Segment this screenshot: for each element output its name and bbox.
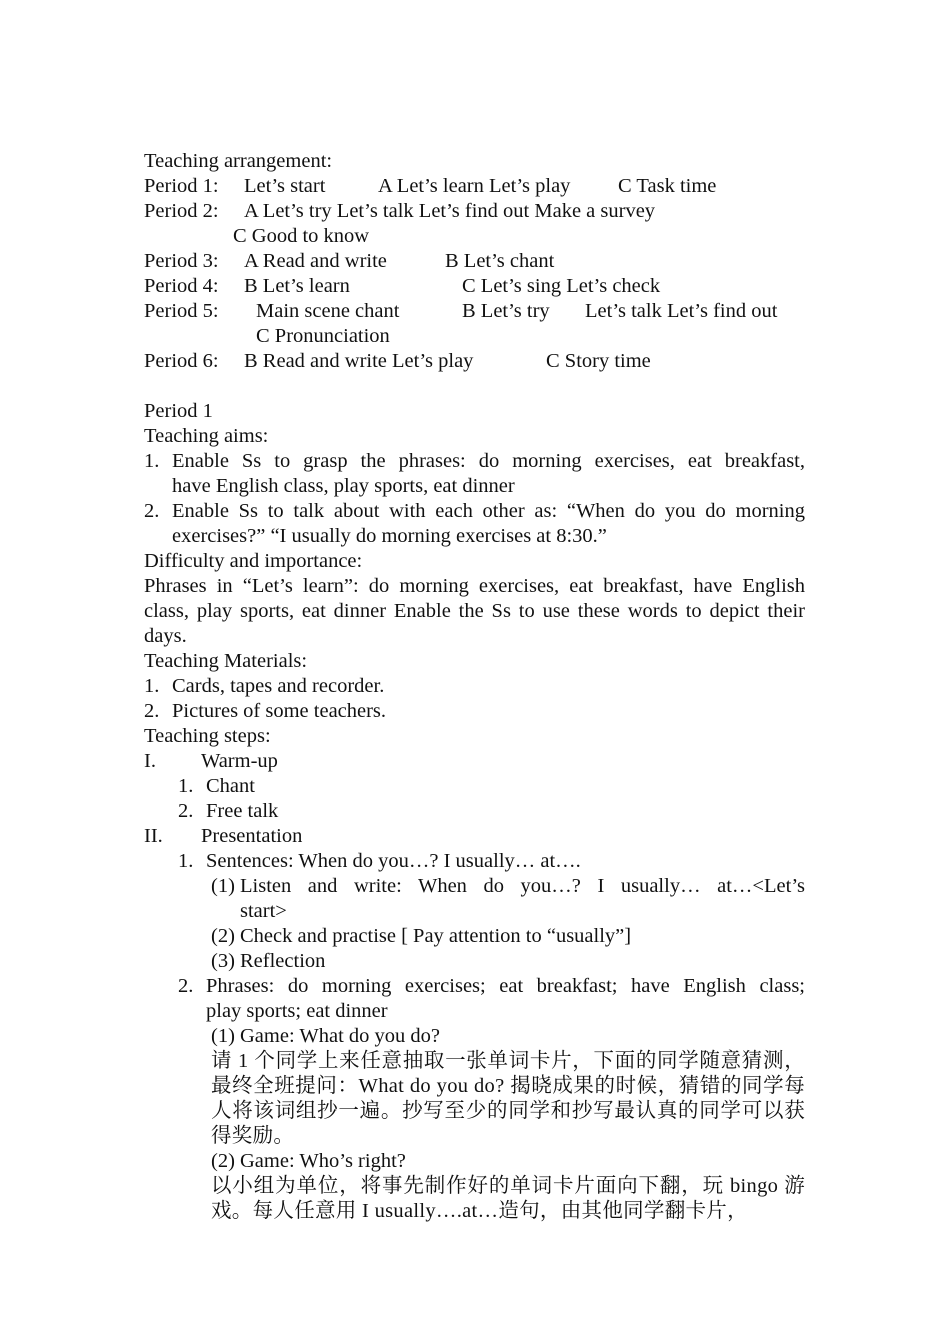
sub-item-1-number: (1) xyxy=(211,875,235,897)
warmup-item-2-text: Free talk xyxy=(206,800,279,822)
warmup-item-1-text: Chant xyxy=(206,775,255,797)
period-4-label: Period 4: xyxy=(144,275,219,297)
aim-1-line-2: have English class, play sports, eat dinner xyxy=(172,475,515,497)
material-2-text: Pictures of some teachers. xyxy=(172,700,387,722)
period-3-item-b: B Let’s chant xyxy=(445,250,555,272)
sub-item-1-line-1: Listen and write: When do you…? I usually… at…<Let’s xyxy=(240,875,805,897)
period-4-item-b: C Let’s sing Let’s check xyxy=(462,275,661,297)
sub-item-2-number: (2) xyxy=(211,925,235,947)
game-1-description: 请 1 个同学上来任意抽取一张单词卡片，下面的同学随意猜测，最终全班提问：What do you do? 揭晓成果的时候，猜错的同学每人将该词组抄一遍。抄写至少的同学和抄写最认真的同学可以获得奖励。 xyxy=(211,1050,805,1147)
period-5-item-b: B Let’s try xyxy=(462,300,550,322)
presentation-item-2-line-1: Phrases: do morning exercises; eat breakfast; have English class; xyxy=(206,975,805,997)
aim-1-line-1: Enable Ss to grasp the phrases: do morning exercises, eat breakfast, xyxy=(172,450,805,472)
sub-item-1-line-2: start> xyxy=(240,900,287,922)
aim-2-line-1: Enable Ss to talk about with each other as: “When do you do morning xyxy=(172,500,805,522)
material-2-number: 2. xyxy=(144,700,160,722)
difficulty-text: Phrases in “Let’s learn”: do morning exercises, eat breakfast, have English class, play sports, eat dinner Enable the Ss to use these words to depict their days. xyxy=(144,575,805,647)
period-2-label: Period 2: xyxy=(144,200,219,222)
arrangement-title: Teaching arrangement: xyxy=(144,150,333,172)
materials-title: Teaching Materials: xyxy=(144,650,308,672)
aim-1-number: 1. xyxy=(144,450,160,472)
sub-item-3-text: Reflection xyxy=(240,950,326,972)
step-1-number: I. xyxy=(144,750,156,772)
period-5-label: Period 5: xyxy=(144,300,219,322)
game-1-title: Game: What do you do? xyxy=(240,1025,441,1047)
period-5-item-d: C Pronunciation xyxy=(256,325,390,347)
period-4-item-a: B Let’s learn xyxy=(244,275,350,297)
presentation-item-2-line-2: play sports; eat dinner xyxy=(206,1000,388,1022)
steps-title: Teaching steps: xyxy=(144,725,271,747)
sub-item-2-text: Check and practise [ Pay attention to “usually”] xyxy=(240,925,632,947)
step-2-number: II. xyxy=(144,825,163,847)
material-1-text: Cards, tapes and recorder. xyxy=(172,675,385,697)
period-1-item-c: C Task time xyxy=(618,175,717,197)
period-1-item-b: A Let’s learn Let’s play xyxy=(378,175,571,197)
warmup-item-1-number: 1. xyxy=(178,775,194,797)
presentation-item-1-text: Sentences: When do you…? I usually… at…. xyxy=(206,850,581,872)
period-6-item-b: C Story time xyxy=(546,350,651,372)
period-6-label: Period 6: xyxy=(144,350,219,372)
game-2-number: (2) xyxy=(211,1150,235,1172)
sub-item-3-number: (3) xyxy=(211,950,235,972)
period-5-item-c: Let’s talk Let’s find out xyxy=(585,300,778,322)
period-1-label: Period 1: xyxy=(144,175,219,197)
warmup-item-2-number: 2. xyxy=(178,800,194,822)
period-1-item-a: Let’s start xyxy=(244,175,326,197)
presentation-item-1-number: 1. xyxy=(178,850,194,872)
step-1-title: Warm-up xyxy=(201,750,278,772)
material-1-number: 1. xyxy=(144,675,160,697)
period-6-item-a: B Read and write Let’s play xyxy=(244,350,474,372)
period-2-item-a: A Let’s try Let’s talk Let’s find out Make a survey xyxy=(244,200,656,222)
period-2-item-b: C Good to know xyxy=(233,225,370,247)
period-3-item-a: A Read and write xyxy=(244,250,387,272)
period-5-item-a: Main scene chant xyxy=(256,300,400,322)
aim-2-number: 2. xyxy=(144,500,160,522)
difficulty-title: Difficulty and importance: xyxy=(144,550,363,572)
presentation-item-2-number: 2. xyxy=(178,975,194,997)
game-2-description: 以小组为单位，将事先制作好的单词卡片面向下翻，玩 bingo 游戏。每人任意用 I usually….at…造句，由其他同学翻卡片， xyxy=(211,1175,805,1222)
period-1-heading: Period 1 xyxy=(144,400,213,422)
game-1-number: (1) xyxy=(211,1025,235,1047)
period-3-label: Period 3: xyxy=(144,250,219,272)
game-2-title: Game: Who’s right? xyxy=(240,1150,406,1172)
aims-title: Teaching aims: xyxy=(144,425,269,447)
aim-2-line-2: exercises?” “I usually do morning exercises at 8:30.” xyxy=(172,525,607,547)
step-2-title: Presentation xyxy=(201,825,303,847)
